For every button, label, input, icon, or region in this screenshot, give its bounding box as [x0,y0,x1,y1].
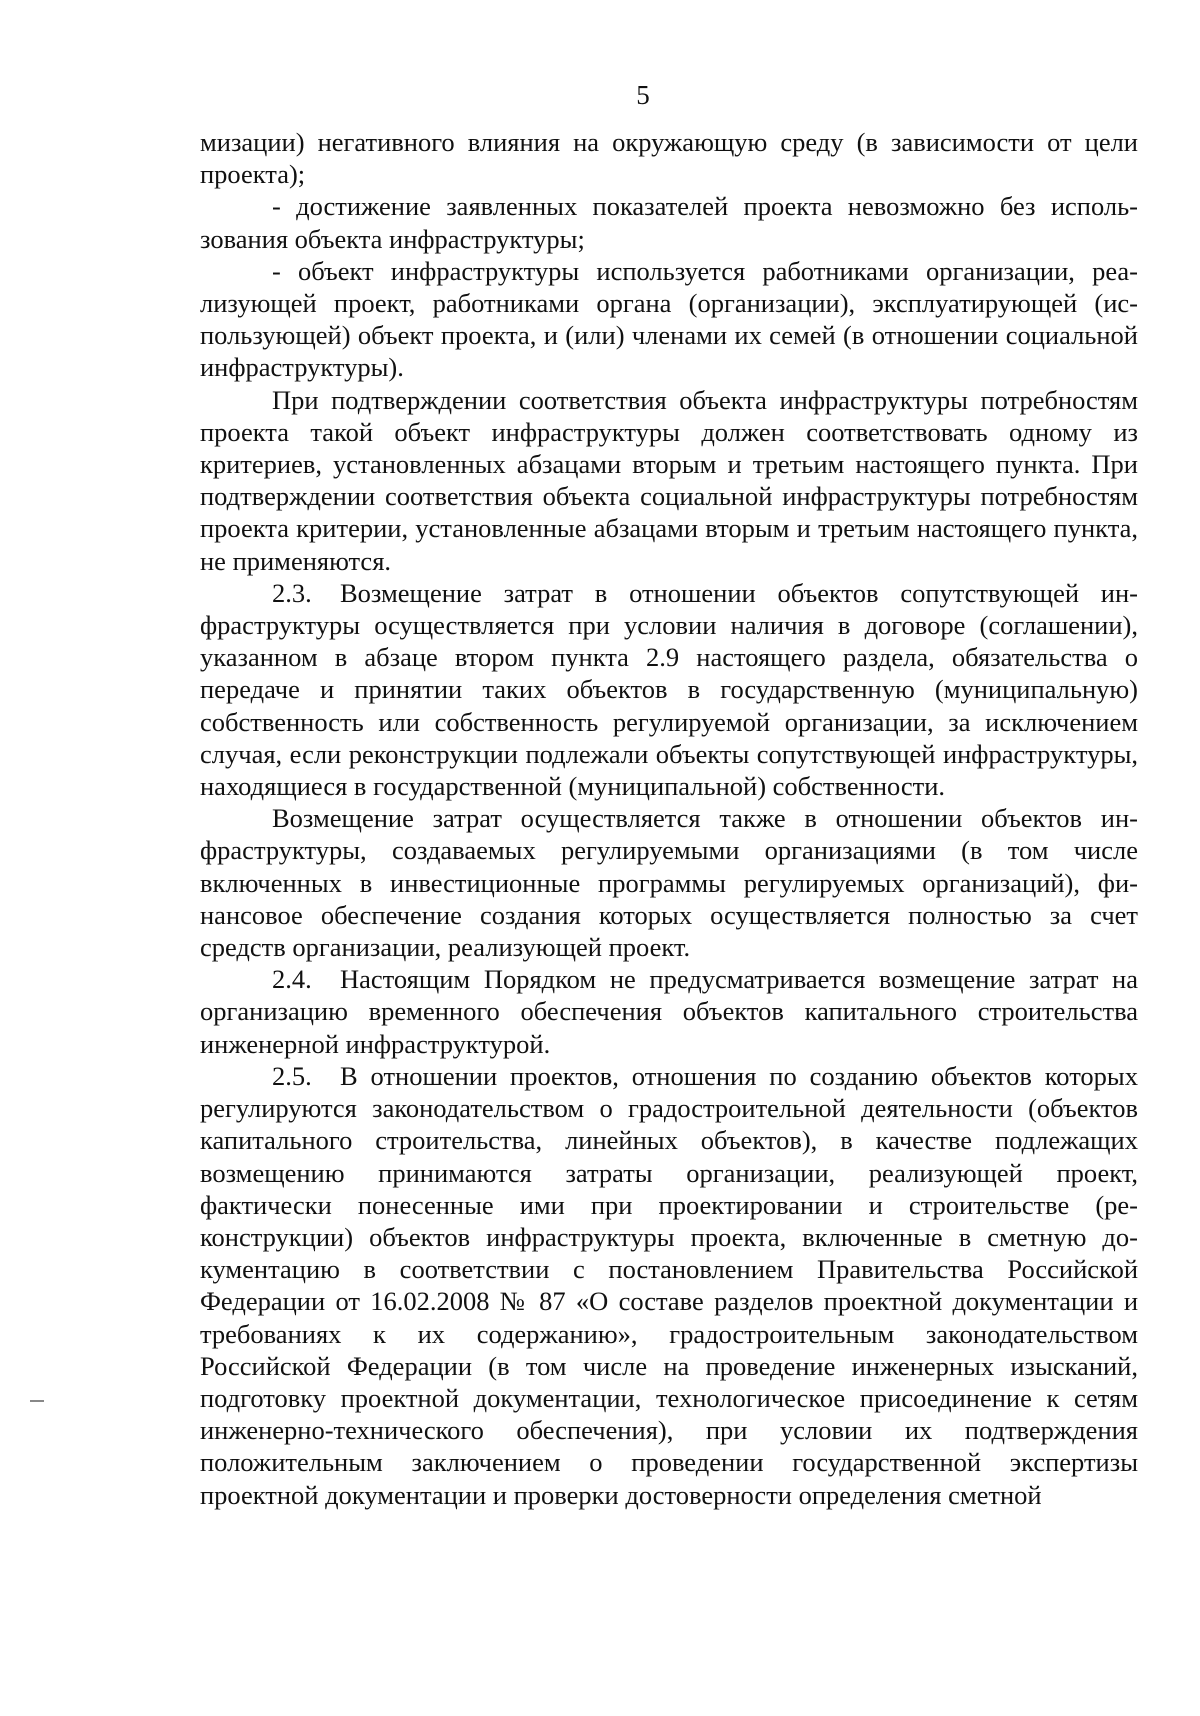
paragraph-p4 [200,384,1138,577]
paragraph-text: - достижение заявленных показателей проекта невозможно без использования объекта инфраструктуры; [200,191,1138,254]
clause-number: 2.4. [272,964,312,995]
paragraph-2-3 [200,577,1138,802]
paragraph-text: В отношении проектов, отношения по созданию объектов которых регулируются законодательством о градостроительной деятельности (объектов капитального строительства, линейных объектов), в качестве подлежащих возмещению принимаются затраты организации, реализующей проект, фактически понесенные ими при проектировании и строительстве (реконструкции) объектов инфраструктуры проекта, включенные в сметную документацию в соответствии с постановлением Правительства Российской Федерации от 16.02.2008 № 87 «О составе разделов проектной документации и требованиях к их содержанию», градостроительным законодательством Российской Федерации (в том числе на проведение инженерных изысканий, подготовку проектной документации, технологическое присоединение к сетям инженерно-технического обеспечения), при условии их подтверждения положительным заключением о проведении государственной экспертизы проектной документации и проверки достоверности определения сметной [200,1060,1138,1510]
clause-number: 2.3. [272,577,312,608]
paragraph-p1 [200,126,1138,190]
paragraph-text: Возмещение затрат в отношении объектов сопутствующей инфраструктуры осуществляется при условии наличия в договоре (соглашении), указанном в абзаце втором пункта 2.9 настоящего раздела, обязательства о передаче и принятии таких объектов в государственную (муниципальную) собственность или собственность регулируемой организации, за исключением случая, если реконструкции подлежали объекты сопутствующей инфраструктуры, находящиеся в государственной (муниципальной) собственности. [200,577,1138,802]
paragraph-2-4 [200,963,1138,1060]
paragraph-text: мизации) негативного влияния на окружающую среду (в зависимости от цели проекта); [200,127,1138,190]
paragraph-p6 [200,802,1138,963]
clause-number: 2.5. [272,1060,312,1091]
scan-edge-mark [30,1400,44,1402]
paragraph-text: - объект инфраструктуры используется работниками организации, реализующей проект, работниками органа (организации), эксплуатирующей (использующей) объект проекта, и (или) членами их семей (в отношении социальной инфраструктуры). [200,255,1138,383]
paragraph-2-5 [200,1060,1138,1511]
document-body [200,126,1138,1511]
paragraph-text: Настоящим Порядком не предусматривается возмещение затрат на организацию временного обеспечения объектов капитального строительства инженерной инфраструктурой. [200,964,1138,1059]
paragraph-text: Возмещение затрат осуществляется также в отношении объектов инфраструктуры, создаваемых регулируемыми организациями (в том числе включенных в инвестиционные программы регулируемых организаций), финансовое обеспечение создания которых осуществляется полностью за счет средств организации, реализующей проект. [200,803,1138,963]
page-number: 5 [636,80,650,110]
paragraph-text: При подтверждении соответствия объекта инфраструктуры потребностям проекта такой объект инфраструктуры должен соответствовать одному из критериев, установленных абзацами вторым и третьим настоящего пункта. При подтверждении соответствия объекта социальной инфраструктуры потребностям проекта критерии, установленные абзацами вторым и третьим настоящего пункта, не применяются. [200,384,1138,576]
paragraph-p3 [200,255,1138,384]
paragraph-p2 [200,190,1138,254]
